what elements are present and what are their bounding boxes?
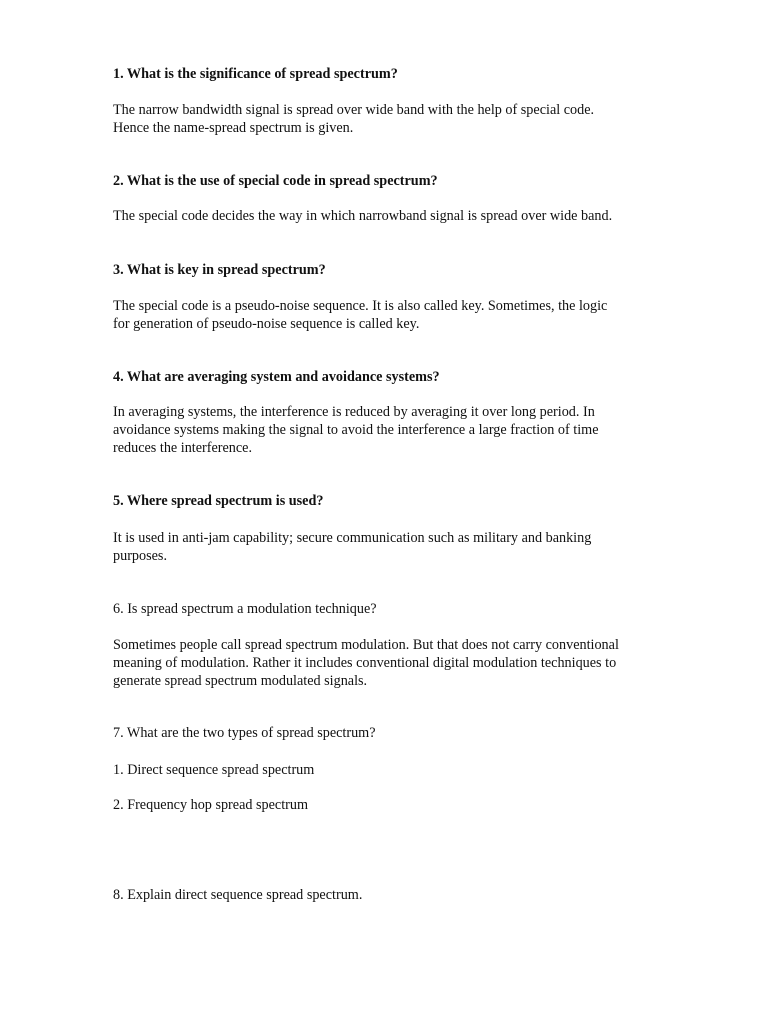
answer-6-line-1: Sometimes people call spread spectrum modulation. But that does not carry conventional: [113, 637, 619, 653]
question-8-heading: 8. Explain direct sequence spread spectrum.: [113, 887, 363, 903]
question-4-heading: 4. What are averaging system and avoidance systems?: [113, 369, 440, 385]
answer-4-line-2: avoidance systems making the signal to avoid the interference a large fraction of time: [113, 422, 599, 438]
answer-6-line-3: generate spread spectrum modulated signals.: [113, 673, 368, 689]
list-item-direct-sequence: 1. Direct sequence spread spectrum: [113, 762, 315, 778]
answer-3-line-1: The special code is a pseudo-noise sequence. It is also called key. Sometimes, the logic: [113, 298, 608, 314]
answer-1-line-2: Hence the name-spread spectrum is given.: [113, 120, 354, 136]
question-2-heading: 2. What is the use of special code in spread spectrum?: [113, 173, 438, 189]
answer-2-line-1: The special code decides the way in which narrowband signal is spread over wide band.: [113, 208, 613, 224]
question-5-heading: 5. Where spread spectrum is used?: [113, 493, 324, 509]
answer-4-line-1: In averaging systems, the interference is reduced by averaging it over long period. In: [113, 404, 595, 420]
answer-6-line-2: meaning of modulation. Rather it includes conventional digital modulation techniques to: [113, 655, 617, 671]
answer-4-line-3: reduces the interference.: [113, 440, 253, 456]
question-3-heading: 3. What is key in spread spectrum?: [113, 262, 326, 278]
answer-5-line-1: It is used in anti-jam capability; secure communication such as military and banking: [113, 530, 592, 546]
question-6-heading: 6. Is spread spectrum a modulation technique?: [113, 601, 377, 617]
answer-3-line-2: for generation of pseudo-noise sequence is called key.: [113, 316, 420, 332]
answer-1-line-1: The narrow bandwidth signal is spread over wide band with the help of special code.: [113, 102, 595, 118]
answer-5-line-2: purposes.: [113, 548, 167, 564]
question-7-heading: 7. What are the two types of spread spectrum?: [113, 725, 376, 741]
question-1-heading: 1. What is the significance of spread spectrum?: [113, 66, 398, 82]
list-item-frequency-hop: 2. Frequency hop spread spectrum: [113, 797, 309, 813]
